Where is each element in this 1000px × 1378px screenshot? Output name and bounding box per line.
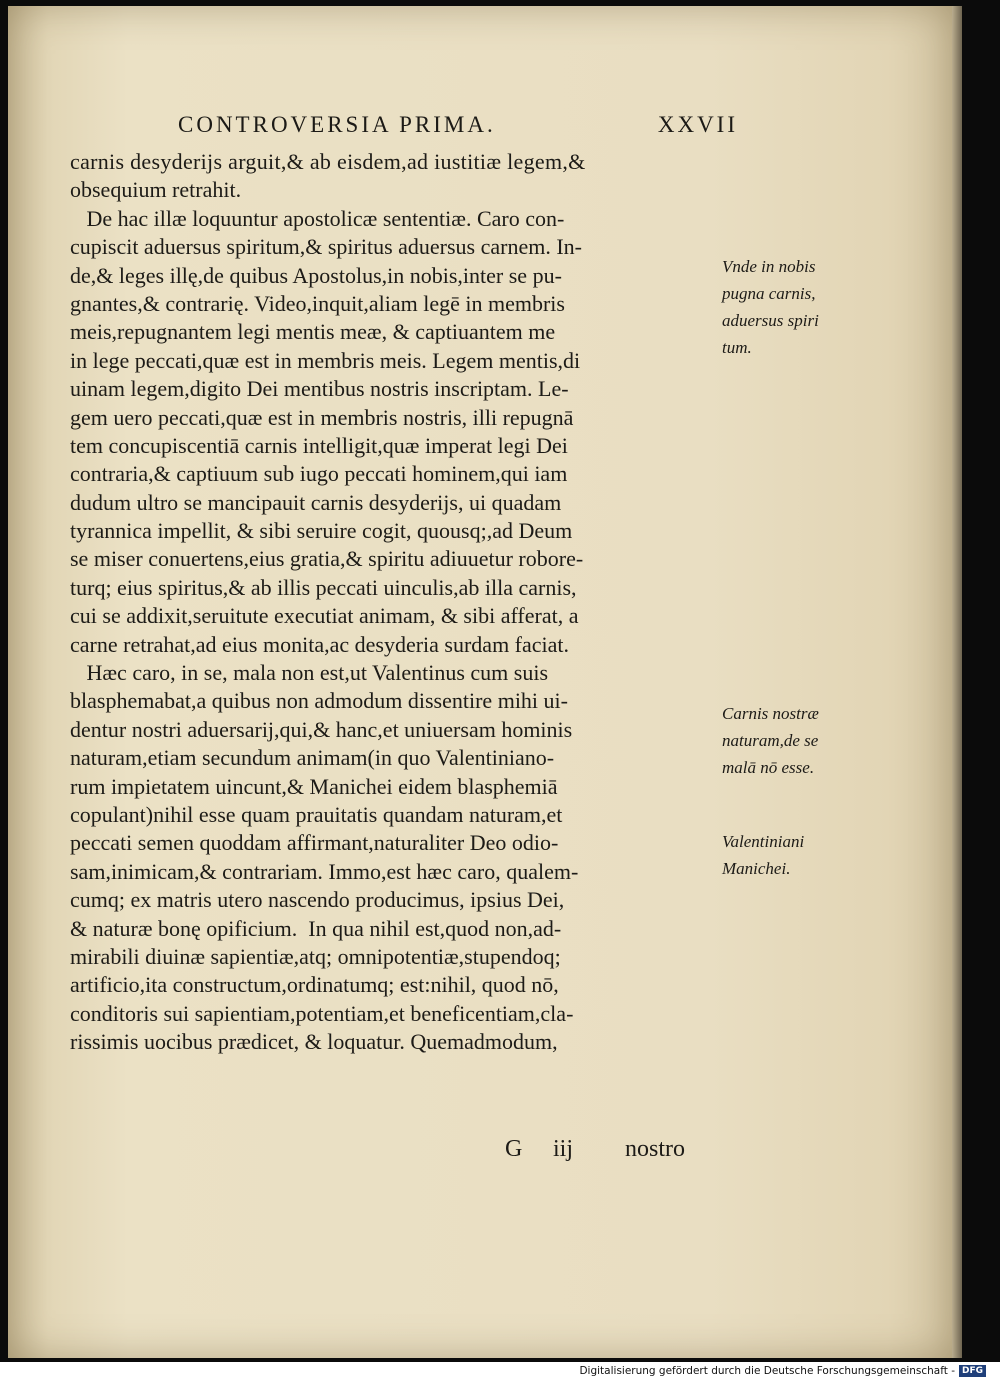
footer-text: Digitalisierung gefördert durch die Deutsche Forschungsgemeinschaft - xyxy=(579,1365,955,1377)
margin-note-line: pugna carnis, xyxy=(722,284,816,303)
margin-note-line: Valentiniani xyxy=(722,832,805,851)
text-line: cumq; ex matris utero nascendo producimus, ipsius Dei, xyxy=(70,887,565,913)
text-line: carne retrahat,ad eius monita,ac desyderia surdam faciat. xyxy=(70,631,570,657)
text-line: rissimis uocibus prædicet, & loquatur. Quemadmodum, xyxy=(70,1029,558,1055)
text-line: sam,inimicam,& contrariam. Immo,est hæc caro, qualem- xyxy=(70,858,579,884)
margin-note-line: Carnis nostræ xyxy=(722,704,819,723)
margin-note-line: Vnde in nobis xyxy=(722,257,816,276)
footer-credit xyxy=(579,1364,986,1378)
text-line: mirabili diuinæ sapientiæ,atq; omnipotentiæ,stupendoq; xyxy=(70,943,561,969)
margin-note xyxy=(722,828,862,882)
margin-note-line: naturam,de se xyxy=(722,731,819,750)
text-line: in lege peccati,quæ est in membris meis. Legem mentis,di xyxy=(70,347,581,373)
margin-note-line: Manichei. xyxy=(722,859,791,878)
text-line: & naturæ bonę opificium. In qua nihil est,quod non,ad- xyxy=(70,915,562,941)
text-line: De hac illæ loquuntur apostolicæ sententiæ. Caro con- xyxy=(70,205,565,231)
margin-note-line: malā nō esse. xyxy=(722,758,815,777)
text-line: de,& leges illę,de quibus Apostolus,in nobis,inter se pu- xyxy=(70,262,562,288)
text-line: artificio,ita constructum,ordinatumq; est:nihil, quod nō, xyxy=(70,972,559,998)
signature-number: iij xyxy=(553,1136,574,1162)
margin-note xyxy=(722,700,862,781)
folio-number: XXVII xyxy=(657,112,738,137)
text-line: tem concupiscentiā carnis intelligit,quæ imperat legi Dei xyxy=(70,432,568,458)
text-line: copulant)nihil esse quam prauitatis quandam naturam,et xyxy=(70,801,563,827)
text-line: meis,repugnantem legi mentis meæ, & captiuantem me xyxy=(70,319,556,345)
margin-note-line: aduersus spiri xyxy=(722,311,819,330)
text-line: dudum ultro se mancipauit carnis desyderijs, ui quadam xyxy=(70,489,562,515)
text-line: rum impietatem uincunt,& Manichei eidem blasphemiā xyxy=(70,773,558,799)
text-line: blasphemabat,a quibus non admodum dissentire mihi ui- xyxy=(70,688,568,714)
text-line: cupiscit aduersus spiritum,& spiritus aduersus carnem. In- xyxy=(70,234,583,260)
text-line: gem uero peccati,quæ est in membris nostris, illi repugnā xyxy=(70,404,574,430)
text-line: conditoris sui sapientiam,potentiam,et beneficentiam,cla- xyxy=(70,1000,574,1026)
text-line: contraria,& captiuum sub iugo peccati hominem,qui iam xyxy=(70,461,568,487)
dfg-logo: DFG xyxy=(959,1365,986,1377)
margin-note-line: tum. xyxy=(722,338,752,357)
text-line: peccati semen quoddam affirmant,naturaliter Deo odio- xyxy=(70,830,559,856)
text-line: gnantes,& contrarię. Video,inquit,aliam legē in membris xyxy=(70,290,565,316)
body-text xyxy=(70,148,720,1057)
text-line: uinam legem,digito Dei mentibus nostris inscriptam. Le- xyxy=(70,376,569,402)
page-edge xyxy=(952,6,962,1358)
text-line: turq; eius spiritus,& ab illis peccati uinculis,ab illa carnis, xyxy=(70,574,577,600)
text-line: tyrannica impellit, & sibi seruire cogit, quousq;,ad Deum xyxy=(70,518,573,544)
text-line: dentur nostri aduersarij,qui,& hanc,et uniuersam hominis xyxy=(70,716,573,742)
running-title: CONTROVERSIA PRIMA. xyxy=(178,112,496,137)
signature-mark: G xyxy=(505,1136,523,1162)
catchword: nostro xyxy=(625,1136,685,1162)
text-line: Hæc caro, in se, mala non est,ut Valentinus cum suis xyxy=(70,660,549,686)
text-line: se miser conuertens,eius gratia,& spiritu adiuuetur robore- xyxy=(70,546,584,572)
text-line: obsequium retrahit. xyxy=(70,177,242,203)
margin-note xyxy=(722,253,862,361)
text-line: naturam,etiam secundum animam(in quo Valentiniano- xyxy=(70,745,555,771)
running-head xyxy=(178,112,738,146)
signature-line xyxy=(505,1136,705,1166)
text-line: cui se addixit,seruitute executiat animam, & sibi afferat, a xyxy=(70,603,579,629)
text-line: carnis desyderijs arguit,& ab eisdem,ad iustitiæ legem,& xyxy=(70,149,586,174)
